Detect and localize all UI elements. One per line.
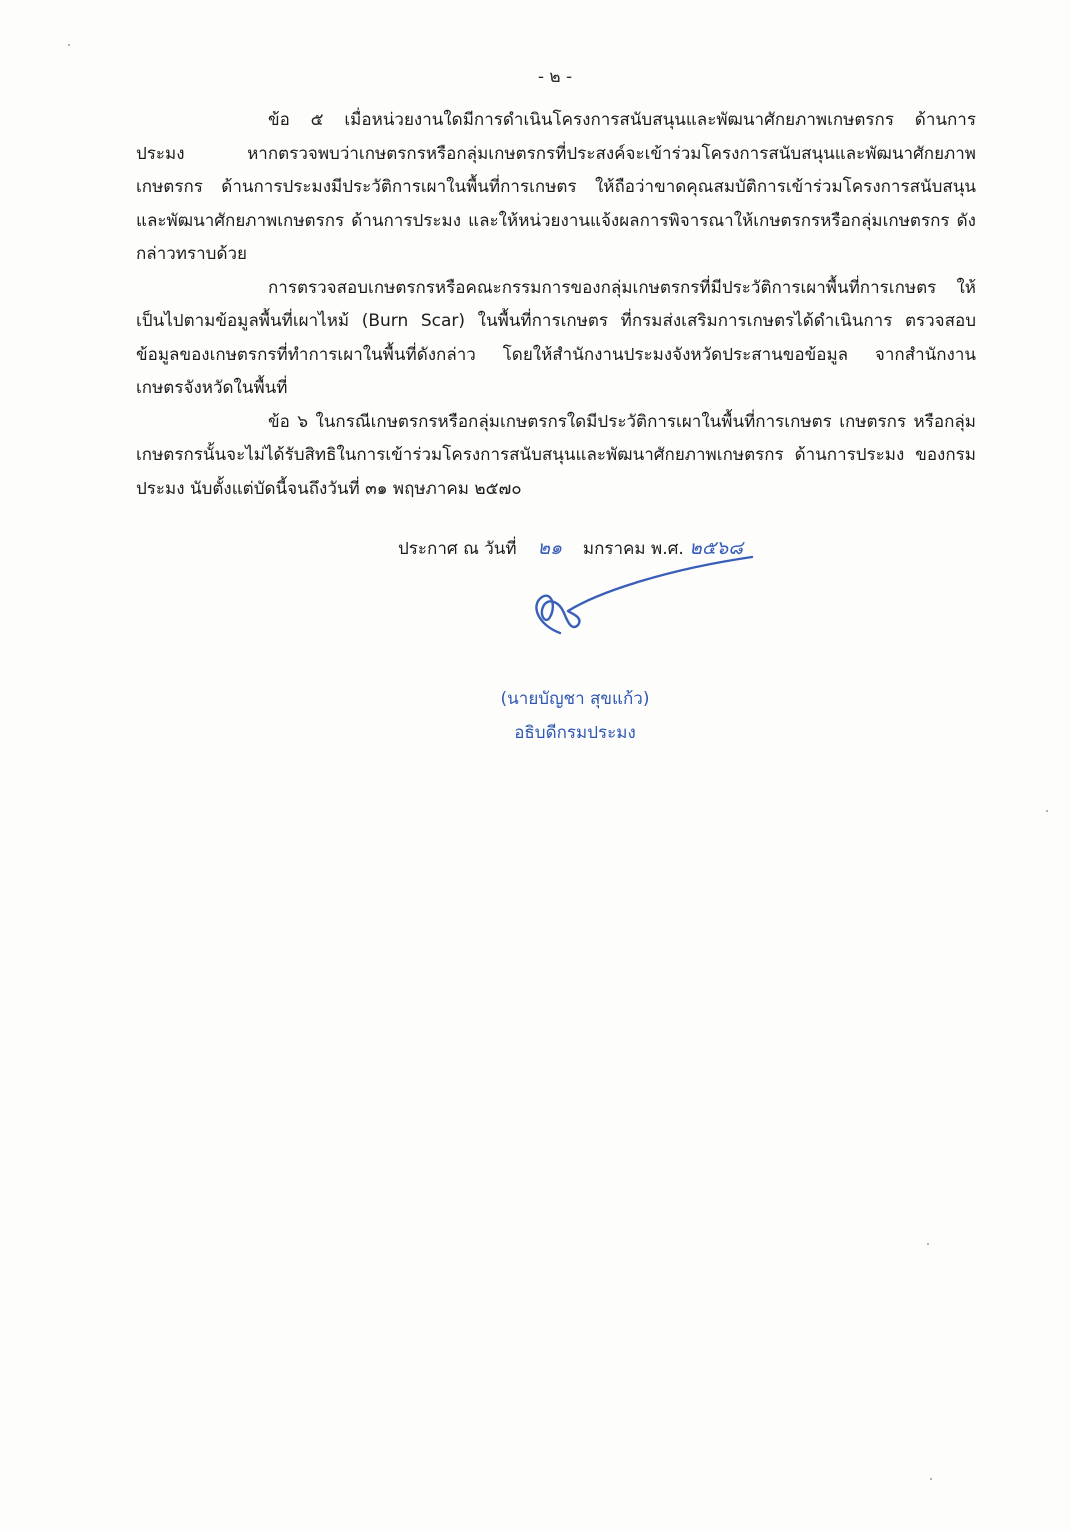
document-body <box>136 104 976 506</box>
announcement-prefix: ประกาศ ณ วันที่ <box>398 539 517 559</box>
paragraph-clause-6: ข้อ ๖ ในกรณีเกษตรกรหรือกลุ่มเกษตรกรใดมีประวัติการเผาในพื้นที่การเกษตร เกษตรกร หรือกลุ่มเกษตรกรนั้นจะไม่ได้รับสิทธิในการเข้าร่วมโครงการสนับสนุนและพัฒนาศักยภาพเกษตรกร ด้านการประมง ของกรมประมง นับตั้งแต่บัดนี้จนถึงวันที่ ๓๑ พฤษภาคม ๒๕๗๐ <box>136 411 976 499</box>
handwritten-signature <box>520 555 760 655</box>
signer-block <box>470 682 680 750</box>
announcement-month-era: มกราคม พ.ศ. <box>582 539 684 559</box>
page-number: - ๒ - <box>537 67 573 87</box>
signer-title: อธิบดีกรมประมง <box>514 723 636 743</box>
announcement-day: ๒๑ <box>537 537 563 559</box>
paragraph-clause-5: ข้อ ๕ เมื่อหน่วยงานใดมีการดำเนินโครงการสนับสนุนและพัฒนาศักยภาพเกษตรกร ด้านการประมง หากตรวจพบว่าเกษตรกรหรือกลุ่มเกษตรกรที่ประสงค์จะเข้าร่วมโครงการสนับสนุนและพัฒนาศักยภาพเกษตรกร ด้านการประมงมีประวัติการเผาในพื้นที่การเกษตร ให้ถือว่าขาดคุณสมบัติการเข้าร่วมโครงการสนับสนุน และพัฒนาศักยภาพเกษตรกร ด้านการประมง และให้หน่วยงานแจ้งผลการพิจารณาให้เกษตรกรหรือกลุ่มเกษตรกร ดังกล่าวทราบด้วย <box>136 110 976 264</box>
paragraph-verification: การตรวจสอบเกษตรกรหรือคณะกรรมการของกลุ่มเกษตรกรที่มีประวัติการเผาพื้นที่การเกษตร ให้เป็นไปตามข้อมูลพื้นที่เผาไหม้ (Burn Scar) ในพื้นที่การเกษตร ที่กรมส่งเสริมการเกษตรได้ดำเนินการ ตรวจสอบข้อมูลของเกษตรกรที่ทำการเผาในพื้นที่ดังกล่าว โดยให้สำนักงานประมงจังหวัดประสานขอข้อมูล จากสำนักงานเกษตรจังหวัดในพื้นที่ <box>136 277 976 398</box>
announcement-year: ๒๕๖๘ <box>689 537 743 559</box>
signer-name: (นายบัญชา สุขแก้ว) <box>500 689 650 709</box>
